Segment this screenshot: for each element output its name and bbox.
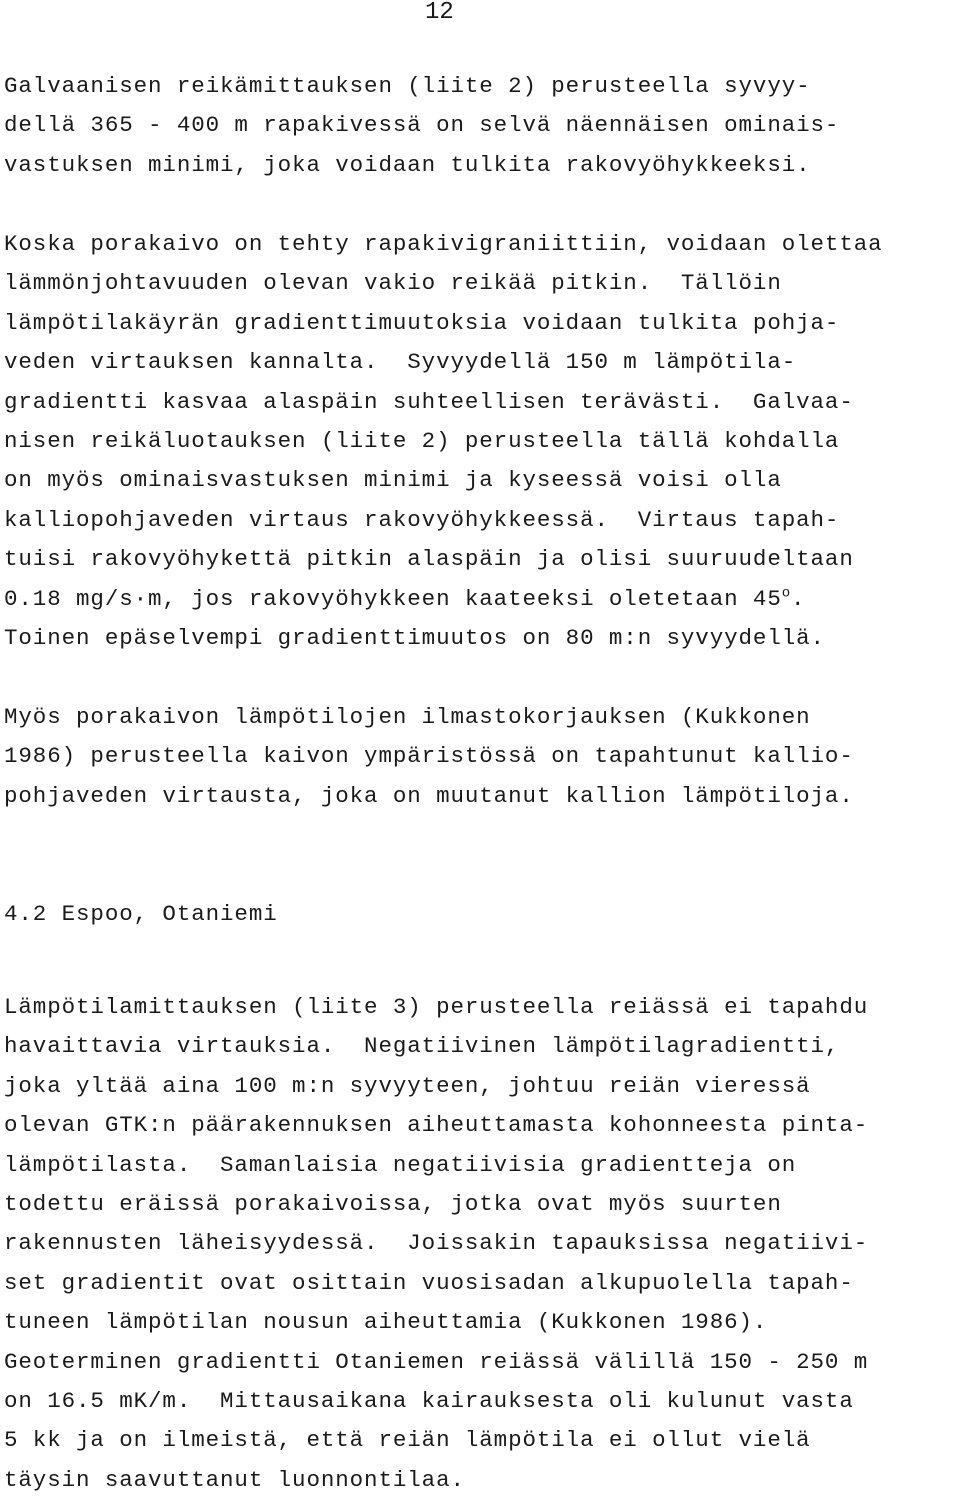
text-line: lämmönjohtavuuden olevan vakio reikää pitkin. Tällöin	[4, 270, 782, 297]
text-line: tuneen lämpötilan nousun aiheuttamia (Kukkonen 1986).	[4, 1309, 768, 1336]
text-line-with-degree	[4, 580, 883, 619]
text-line: set gradientit ovat osittain vuosisadan alkupuolella tapah-	[4, 1269, 854, 1296]
section-heading: 4.2 Espoo, Otaniemi	[4, 901, 278, 927]
text-line: Myös porakaivon lämpötilojen ilmastokorjauksen (Kukkonen	[4, 704, 811, 730]
sentence-period: .	[791, 585, 806, 612]
text-line: havaittavia virtauksia. Negatiivinen lämpötilagradientti,	[4, 1033, 840, 1060]
text-line: on 16.5 mK/m. Mittausaikana kairauksesta oli kulunut vasta	[4, 1387, 854, 1414]
text-line: 1986) perusteella kaivon ympäristössä on tapahtunut kallio-	[4, 743, 854, 770]
paragraph-2	[4, 225, 883, 658]
text-line-body: 0.18 mg/s·m, jos rakovyöhykkeen kaateeksi oletetaan 45	[4, 585, 782, 612]
text-line: veden virtauksen kannalta. Syvyydellä 150 m lämpötila-	[4, 349, 797, 376]
paragraph-1	[4, 67, 839, 185]
text-line: lämpötilakäyrän gradienttimuutoksia voidaan tulkita pohja-	[4, 309, 840, 336]
paragraph-3	[4, 698, 854, 816]
text-line: rakennusten läheisyydessä. Joissakin tapauksissa negatiivi-	[4, 1230, 869, 1257]
text-line: täysin saavuttanut luonnontilaa.	[4, 1466, 465, 1493]
text-line: 5 kk ja on ilmeistä, että reiän lämpötila ei ollut vielä	[4, 1427, 811, 1454]
text-line: Galvaanisen reikämittauksen (liite 2) perusteella syvyy-	[4, 73, 811, 99]
text-line: Lämpötilamittauksen (liite 3) perusteella reiässä ei tapahdu	[4, 994, 869, 1020]
degree-superscript: o	[781, 585, 792, 602]
text-line: gradientti kasvaa alaspäin suhteellisen terävästi. Galvaa-	[4, 388, 854, 415]
text-line: olevan GTK:n päärakennuksen aiheuttamasta kohonneesta pinta-	[4, 1112, 869, 1139]
text-line: on myös ominaisvastuksen minimi ja kyseessä voisi olla	[4, 467, 782, 494]
text-line: nisen reikäluotauksen (liite 2) perusteella tällä kohdalla	[4, 427, 840, 454]
text-line: lämpötilasta. Samanlaisia negatiivisia gradientteja on	[4, 1151, 797, 1178]
page-number: 12	[425, 0, 454, 26]
text-line: joka yltää aina 100 m:n syvyyteen, johtuu reiän vieressä	[4, 1072, 811, 1099]
text-line: Geoterminen gradientti Otaniemen reiässä välillä 150 - 250 m	[4, 1348, 869, 1375]
text-line: tuisi rakovyöhykettä pitkin alaspäin ja olisi suuruudeltaan	[4, 546, 854, 573]
text-line: Toinen epäselvempi gradienttimuutos on 80 m:n syvyydellä.	[4, 624, 825, 651]
text-line: Koska porakaivo on tehty rapakivigraniittiin, voidaan olettaa	[4, 231, 883, 257]
text-line: pohjaveden virtausta, joka on muutanut kallion lämpötiloja.	[4, 782, 854, 809]
text-line: vastuksen minimi, joka voidaan tulkita rakovyöhykkeeksi.	[4, 151, 811, 178]
text-line: dellä 365 - 400 m rapakivessä on selvä näennäisen ominais-	[4, 112, 840, 139]
paragraph-4	[4, 988, 868, 1500]
text-line: kalliopohjaveden virtaus rakovyöhykkeessä. Virtaus tapah-	[4, 506, 840, 533]
text-line: todettu eräissä porakaivoissa, jotka ovat myös suurten	[4, 1190, 782, 1217]
